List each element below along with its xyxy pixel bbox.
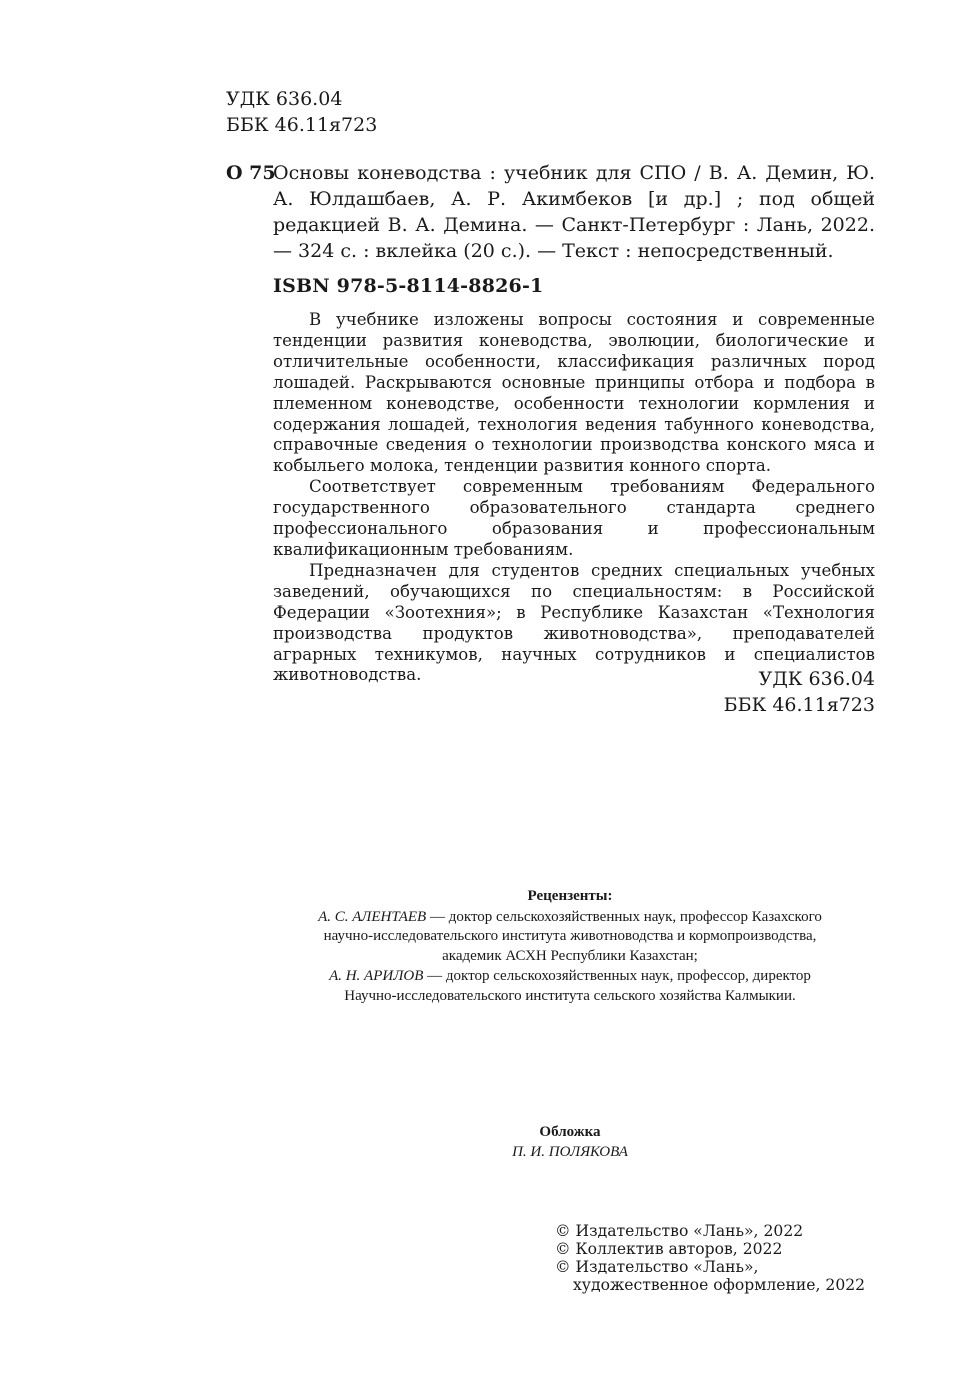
annotation-paragraph: В учебнике изложены вопросы состояния и современные тенденции развития коневодства, эволюции, биологические и отличительные особенности, классификация различных пород лошадей. Раскрываются основные принципы отбора и подбора в племенном коневодстве, особенности технологии кормления и содержания лошадей, технология ведения табунного коневодства, справочные сведения о технологии производства конского мяса и кобыльего молока, тенденции развития конного спорта.	[273, 310, 875, 476]
classification-bottom	[600, 666, 875, 718]
reviewer-credentials: — доктор сельскохозяйственных наук, профессор Казахского	[426, 908, 822, 925]
annotation	[273, 310, 875, 686]
copyright-block	[555, 1222, 865, 1294]
reviewer-credentials: академик АСХН Республики Казахстан;	[442, 947, 698, 964]
reviewer-name: А. С. АЛЕНТАЕВ	[318, 908, 427, 925]
reviewer-name: А. Н. АРИЛОВ	[329, 968, 424, 984]
reviewer-credentials: Научно-исследовательского института сельского хозяйства Калмыкии.	[344, 987, 796, 1004]
copyright-line: © Коллектив авторов, 2022	[555, 1240, 783, 1258]
cover-heading: Обложка	[539, 1124, 601, 1140]
bibliographic-description: Основы коневодства : учебник для СПО / В. А. Демин, Ю. А. Юлдашбаев, А. Р. Акимбеков [и др.] ; под общей редакцией В. А. Демина. — Санкт-Петербург : Лань, 2022. — 324 с. : вклейка (20 с.). — Текст : непосредственный.	[273, 162, 875, 262]
bbk-code: ББК 46.11я723	[723, 694, 875, 716]
reviewer	[230, 967, 910, 1006]
reviewer-credentials: научно-исследовательского института животноводства и кормопроизводства,	[323, 928, 817, 944]
classification-top	[226, 86, 377, 138]
copyright-line: © Издательство «Лань», 2022	[555, 1222, 804, 1240]
isbn: ISBN 978-5-8114-8826-1	[273, 275, 544, 297]
reviewer	[230, 908, 910, 967]
reviewers-heading: Рецензенты:	[527, 888, 613, 904]
cover-designer: П. И. ПОЛЯКОВА	[512, 1143, 628, 1160]
annotation-paragraph: Соответствует современным требованиям Федерального государственного образовательного стандарта среднего профессионального образования и профессиональным квалификационным требованиям.	[273, 477, 875, 559]
copyright-line: © Издательство «Лань»,	[555, 1258, 759, 1276]
udk-code: УДК 636.04	[226, 88, 343, 110]
annotation-paragraph: Предназначен для студентов средних специальных учебных заведений, обучающихся по специальностям: в Российской Федерации «Зоотехния»; в Республике Казахстан «Технология производства продуктов животноводства», преподавателей аграрных техникумов, научных сотрудников и специалистов животноводства.	[273, 560, 875, 685]
bbk-code: ББК 46.11я723	[226, 114, 378, 136]
reviewers	[230, 887, 910, 1006]
copyright-line: художественное оформление, 2022	[573, 1276, 866, 1294]
udk-code: УДК 636.04	[758, 668, 875, 690]
reviewer-credentials: — доктор сельскохозяйственных наук, профессор, директор	[423, 968, 811, 984]
author-mark: О 75	[226, 162, 276, 184]
cover-credit	[330, 1123, 810, 1162]
